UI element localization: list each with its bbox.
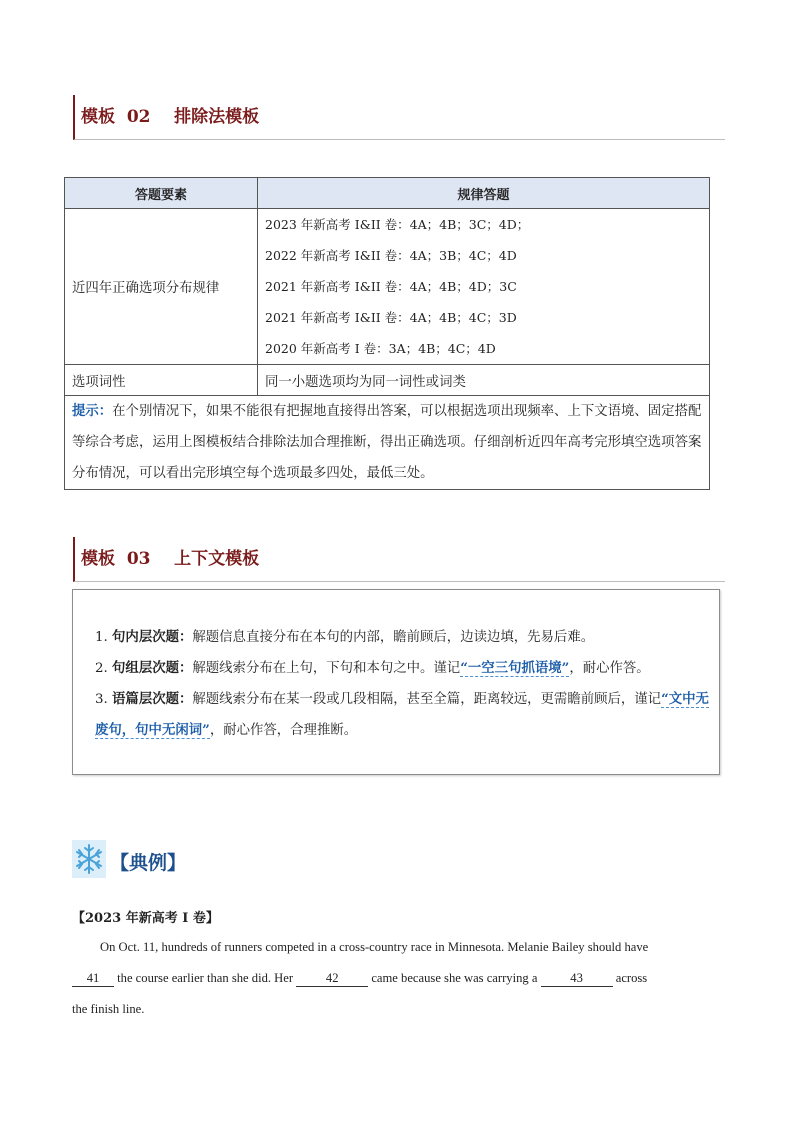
- rules-table: [64, 177, 710, 490]
- table-header-rule: 规律答题: [258, 178, 710, 209]
- tip-label: 提示：: [72, 403, 113, 419]
- passage-line-2: [72, 971, 722, 987]
- passage-line-3: the finish line.: [72, 1002, 145, 1016]
- example-source: 【2023 年新高考 I 卷】: [72, 911, 219, 926]
- list-item: [95, 622, 715, 653]
- tip-text: 在个别情况下，如果不能很有把握地直接得出答案，可以根据选项出现频率、上下文语境、固定搭配等综合考虑，运用上图模板结合排除法加合理推断，得出正确选项。仔细剖析近四年高考完形填空选项答案分布情况，可以看出完形填空每个选项最多四处，最低三处。: [72, 404, 702, 481]
- blank-41: 41: [72, 971, 114, 987]
- item-tail: ，耐心作答。: [569, 661, 650, 676]
- table-header-row: [65, 178, 710, 209]
- passage-text: across: [612, 971, 648, 985]
- table-row: [65, 365, 710, 396]
- rule-line: 2020 年新高考 I 卷：3A；4B；4C；4D: [265, 341, 496, 356]
- rule-line: 2022 年新高考 I&II 卷：4A；3B；4C；4D: [265, 248, 517, 263]
- passage-line-1: On Oct. 11, hundreds of runners competed in a cross-country race in Minnesota. Melanie Bailey should have: [100, 940, 649, 954]
- row-label: 选项词性: [65, 365, 258, 396]
- row-values: [258, 209, 710, 365]
- item-highlight: “文中无废句，句中无闲词”: [95, 691, 709, 738]
- item-highlight: “一空三句抓语境”: [460, 660, 570, 676]
- example-title: 【典例】: [110, 852, 187, 874]
- tip-row: [65, 396, 710, 490]
- rule-line: 2023 年新高考 I&II 卷：4A；4B；3C；4D；: [265, 217, 530, 232]
- table-header-factor: 答题要素: [65, 178, 258, 209]
- section-03-header: [73, 537, 725, 582]
- row-label: 近四年正确选项分布规律: [65, 209, 258, 365]
- item-text: 解题信息直接分布在本句的内部，瞻前顾后，边读边填，先易后难。: [192, 630, 595, 645]
- tip-cell: [65, 396, 710, 490]
- item-text: 解题线索分布在上句，下句和本句之中。谨记: [192, 661, 461, 676]
- item-text: 解题线索分布在某一段或几段相隔，甚至全篇，距离较远，更需瞻前顾后，谨记: [192, 692, 662, 707]
- rule-line: 2021 年新高考 I&II 卷：4A；4B；4D；3C: [265, 279, 517, 294]
- rule-line: 2021 年新高考 I&II 卷：4A；4B；4C；3D: [265, 310, 517, 325]
- item-number: 3.: [95, 692, 108, 707]
- snowflake-icon: [72, 840, 106, 878]
- item-heading: 句内层次题：: [112, 629, 193, 645]
- list-item: [95, 653, 715, 684]
- item-heading: 句组层次题：: [112, 660, 193, 676]
- section-03-title: 模板 03 上下文模板: [81, 549, 260, 569]
- passage-text: came because she was carrying a: [368, 971, 541, 985]
- item-heading: 语篇层次题：: [112, 691, 193, 707]
- section-02-title: 模板 02 排除法模板: [81, 107, 260, 127]
- section-02-header: [73, 95, 725, 140]
- passage-text: the course earlier than she did. Her: [114, 971, 297, 985]
- table-row: [65, 209, 710, 365]
- item-number: 1.: [95, 630, 108, 645]
- item-number: 2.: [95, 661, 108, 676]
- blank-43: 43: [541, 971, 613, 987]
- blank-42: 42: [296, 971, 368, 987]
- item-tail: ，耐心作答，合理推断。: [209, 723, 358, 738]
- list-item: [95, 684, 715, 746]
- row-value: 同一小题选项均为同一词性或词类: [258, 365, 710, 396]
- context-template-box: [72, 589, 720, 775]
